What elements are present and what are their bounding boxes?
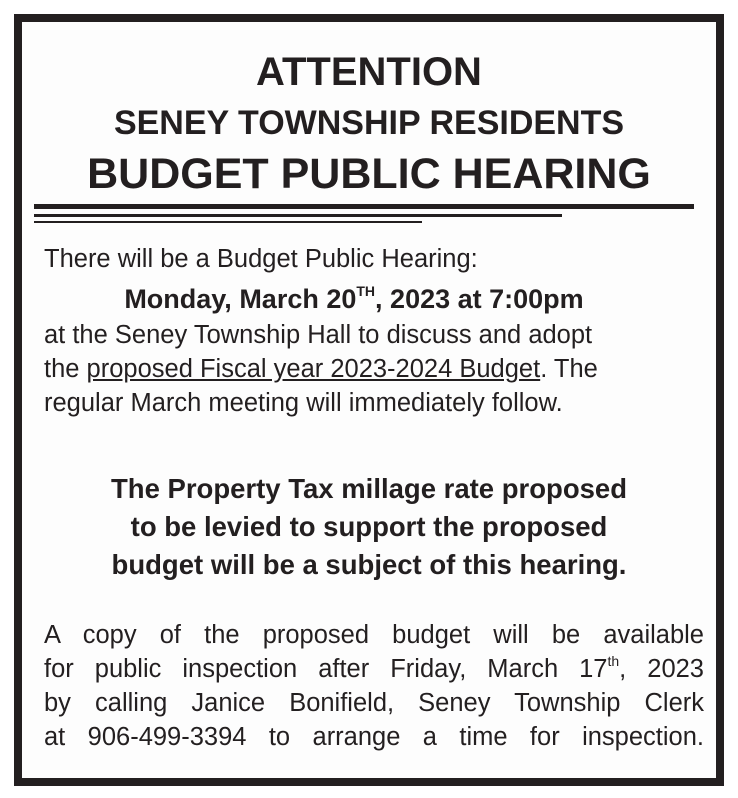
budget-line-suffix: . The [540, 355, 598, 383]
inspection-info [44, 618, 704, 754]
divider-rule-1 [34, 204, 694, 209]
inspection-year-text: , 2023 [619, 655, 704, 683]
divider-rule-3 [34, 221, 422, 223]
date-ordinal: TH [356, 283, 376, 299]
millage-line-1: The Property Tax millage rate proposed [110, 473, 627, 504]
inspection-line-4: at 906-499-3394 to arrange a time for inspection. [44, 723, 704, 751]
millage-line-3: budget will be a subject of this hearing. [111, 549, 627, 580]
divider-rule-2 [34, 214, 562, 217]
proposed-budget-text: proposed Fiscal year 2023-2024 Budget [86, 355, 541, 383]
inspection-line-2 [44, 652, 704, 686]
millage-notice [22, 470, 716, 584]
hearing-date [44, 282, 704, 316]
inspection-date-text: for public inspection after Friday, March 17 [44, 655, 608, 683]
budget-line-prefix: the [44, 355, 87, 383]
announcement-line: There will be a Budget Public Hearing: [44, 245, 478, 273]
residents-heading: SENEY TOWNSHIP RESIDENTS [113, 104, 625, 142]
inspection-line-1: A copy of the proposed budget will be available [44, 621, 704, 649]
date-text: Monday, March 20 [124, 284, 357, 314]
inspection-line-3: by calling Janice Bonifield, Seney Township Clerk [44, 689, 704, 717]
millage-line-2: to be levied to support the proposed [130, 511, 608, 542]
public-notice [14, 14, 724, 786]
date-time-text: , 2023 at 7:00pm [375, 284, 584, 314]
inspection-date-ordinal: th [607, 653, 620, 669]
meeting-line: regular March meeting will immediately follow. [44, 389, 563, 417]
hearing-heading: BUDGET PUBLIC HEARING [87, 150, 651, 198]
location-line: at the Seney Township Hall to discuss and adopt [44, 321, 593, 349]
attention-heading: ATTENTION [256, 50, 482, 94]
hearing-announcement [44, 242, 704, 420]
